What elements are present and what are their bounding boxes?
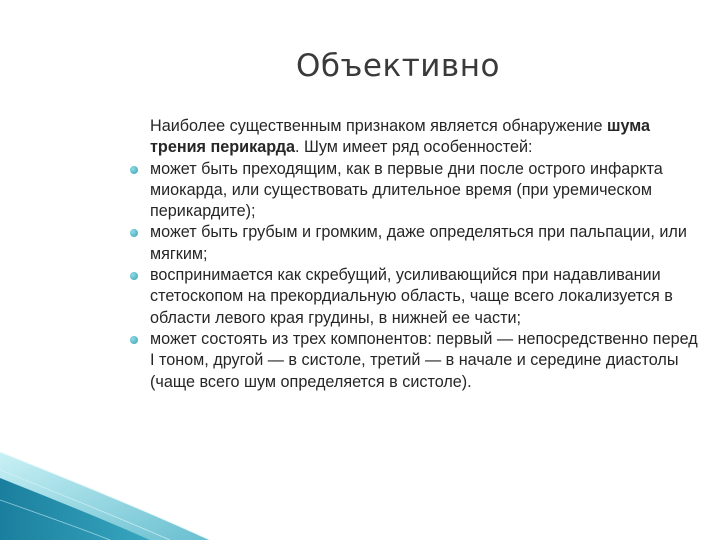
slide-body bbox=[150, 116, 698, 393]
list-item bbox=[150, 329, 698, 393]
intro-text-before: Наиболее существенным признаком является обнаружение bbox=[150, 117, 607, 135]
slide-title: Объективно bbox=[296, 48, 500, 84]
list-item-text: может быть преходящим, как в первые дни после острого инфаркта миокарда, или существовать длительное время (при уремическом перикардите); bbox=[150, 159, 663, 221]
list-item-text: может состоять из трех компонентов: первый — непосредственно перед I тоном, другой — в систоле, третий — в начале и середине диастолы (чаще всего шум определяется в систоле). bbox=[150, 329, 698, 391]
intro-paragraph bbox=[150, 116, 698, 159]
list-item-text: может быть грубым и громким, даже определяться при пальпации, или мягким; bbox=[150, 223, 687, 263]
bullet-icon bbox=[130, 336, 138, 344]
intro-text-after: . Шум имеет ряд особенностей: bbox=[294, 138, 533, 157]
list-item bbox=[150, 222, 698, 265]
intro-emphasis: шума трения перикарда bbox=[150, 117, 650, 157]
list-item bbox=[150, 159, 698, 223]
bullet-icon bbox=[130, 166, 138, 174]
list-item-text: воспринимается как скребущий, усиливающийся при надавливании стетоскопом на прекордиальную область, чаще всего локализуется в области левого края грудины, в нижней ее части; bbox=[150, 266, 673, 327]
feature-list bbox=[150, 159, 698, 393]
list-item bbox=[150, 265, 698, 329]
